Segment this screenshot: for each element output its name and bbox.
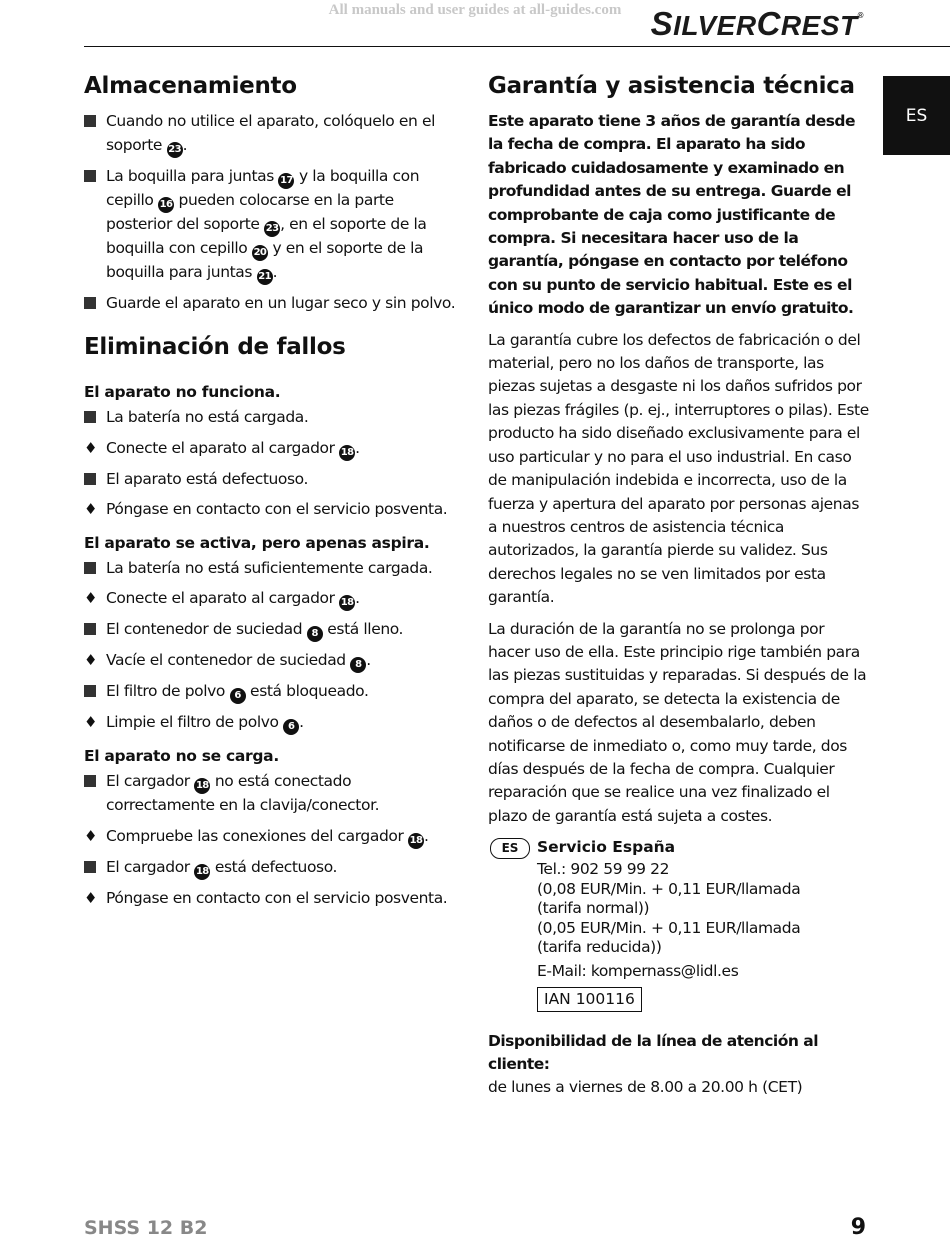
diamond-bullet-icon: ♦ xyxy=(84,826,98,845)
warranty-coverage-paragraph: La garantía cubre los defectos de fabricación o del material, pero no los daños de transporte, las piezas sujetas a desgaste ni los daños sufridos por las piezas frágiles (p. ej., interruptores o pilas). Este producto ha sido diseñado exclusivamente para el uso particular y no para el uso industrial. En caso de manipulación indebida e incorrecta, uso de la fuerza y apertura del aparato por personas ajenas a nuestros centros de asistencia técnica autorizados, la garantía pierde su validez. Sus derechos legales no se ven limitados por esta garantía. xyxy=(488,330,869,607)
ref-number: 18 xyxy=(408,833,424,849)
diamond-bullet-icon: ♦ xyxy=(84,651,98,669)
ref-number: 18 xyxy=(194,778,210,794)
problem-heading: El aparato se activa, pero apenas aspira. xyxy=(84,533,430,552)
ref-number: 8 xyxy=(350,657,366,673)
cause-item: El filtro de polvo 6 está bloqueado. xyxy=(84,680,464,704)
ref-number: 18 xyxy=(339,445,355,461)
warranty-heading: Garantía y asistencia técnica xyxy=(488,73,855,99)
problem-heading: El aparato no se carga. xyxy=(84,747,279,765)
service-rate-line: (tarifa reducida)) xyxy=(537,938,662,957)
service-email: E-Mail: kompernass@lidl.es xyxy=(537,961,739,980)
troubleshooting-heading: Eliminación de fallos xyxy=(84,334,346,360)
cause-item: La batería no está suficientemente cargada. xyxy=(84,557,464,581)
list-item: La boquilla para juntas 17 y la boquilla con cepillo 16 pueden colocarse en la parte posterior del soporte 23 , en el soporte de la boquilla con cepillo 20 y en el soporte de la boquilla para juntas 21 . xyxy=(84,165,464,285)
warranty-intro: Este aparato tiene 3 años de garantía desde la fecha de compra. El aparato ha sido fabricado cuidadosamente y examinado en profundidad antes de su entrega. Guarde el comprobante de caja como justificante de compra. Si necesitara hacer uso de la garantía, póngase en contacto por teléfono con su punto de servicio habitual. Este es el único modo de garantizar un envío gratuito. xyxy=(488,112,856,318)
solution-item: ♦ Limpie el filtro de polvo 6 . xyxy=(84,711,464,735)
solution-item: ♦ Vacíe el contenedor de suciedad 8 . xyxy=(84,649,464,673)
square-bullet-icon xyxy=(84,115,96,127)
availability-text: de lunes a viernes de 8.00 a 20.00 h (CET) xyxy=(488,1078,803,1097)
watermark-text: All manuals and user guides at all-guides.com xyxy=(328,2,622,18)
country-badge: ES xyxy=(490,838,530,859)
square-bullet-icon xyxy=(84,685,96,697)
diamond-bullet-icon: ♦ xyxy=(84,888,98,907)
square-bullet-icon xyxy=(84,775,96,787)
ref-number: 20 xyxy=(252,245,268,261)
square-bullet-icon xyxy=(84,623,96,635)
ref-number: 18 xyxy=(194,864,210,880)
ref-number: 18 xyxy=(339,595,355,611)
ref-number: 23 xyxy=(167,142,183,158)
solution-item: ♦ Conecte el aparato al cargador 18 . xyxy=(84,437,464,461)
square-bullet-icon xyxy=(84,411,96,423)
ian-box: IAN 100116 xyxy=(537,987,642,1012)
square-bullet-icon xyxy=(84,170,96,182)
ref-number: 6 xyxy=(230,688,246,704)
square-bullet-icon xyxy=(84,861,96,873)
service-rate-line: (0,08 EUR/Min. + 0,11 EUR/llamada xyxy=(537,879,801,898)
service-contact-block xyxy=(488,836,870,1012)
service-rate-line: (tarifa normal)) xyxy=(537,899,650,918)
service-phone: Tel.: 902 59 99 22 xyxy=(537,860,670,879)
ref-number: 6 xyxy=(283,719,299,735)
left-column xyxy=(84,70,464,917)
square-bullet-icon xyxy=(84,562,96,574)
solution-item: ♦ Póngase en contacto con el servicio posventa. xyxy=(84,498,464,522)
diamond-bullet-icon: ♦ xyxy=(84,500,98,518)
diamond-bullet-icon: ♦ xyxy=(84,438,98,457)
list-item: Guarde el aparato en un lugar seco y sin polvo. xyxy=(84,292,464,316)
service-rate-line: (0,05 EUR/Min. + 0,11 EUR/llamada xyxy=(537,918,801,937)
page-number: 9 xyxy=(850,1215,866,1240)
warranty-duration-paragraph: La duración de la garantía no se prolonga por hacer uso de ella. Este principio rige también para las piezas sustituidas y reparadas. Si después de la compra del aparato, se detecta la existencia de daños o de defectos al desembalarlo, deben notificarse de inmediato o, como muy tarde, dos días después de la fecha de compra. Cualquier reparación que se realice una vez finalizado el plazo de garantía está sujeta a costes. xyxy=(488,619,867,825)
ref-number: 21 xyxy=(257,269,273,285)
cause-item: El cargador 18 está defectuoso. xyxy=(84,856,464,880)
ref-number: 8 xyxy=(307,626,323,642)
storage-heading: Almacenamiento xyxy=(84,73,297,99)
solution-item: ♦ Compruebe las conexiones del cargador 18 . xyxy=(84,825,464,849)
problem-heading: El aparato no funciona. xyxy=(84,383,281,401)
cause-item: El aparato está defectuoso. xyxy=(84,468,464,492)
square-bullet-icon xyxy=(84,297,96,309)
solution-item: ♦ Conecte el aparato al cargador 18 . xyxy=(84,587,464,611)
service-title: Servicio España xyxy=(537,838,676,857)
ref-number: 16 xyxy=(158,197,174,213)
ref-number: 23 xyxy=(264,221,280,237)
footer-model-number: SHSS 12 B2 xyxy=(84,1217,208,1239)
ref-number: 17 xyxy=(278,173,294,189)
availability-label: Disponibilidad de la línea de atención al cliente: xyxy=(488,1032,819,1074)
cause-item: El contenedor de suciedad 8 está lleno. xyxy=(84,618,464,642)
header-divider xyxy=(84,46,950,47)
square-bullet-icon xyxy=(84,473,96,485)
language-tab: ES xyxy=(883,76,950,155)
list-item: Cuando no utilice el aparato, colóquelo en el soporte 23 . xyxy=(84,110,464,158)
diamond-bullet-icon: ♦ xyxy=(84,713,98,731)
cause-item: El cargador 18 no está conectado correctamente en la clavija/conector. xyxy=(84,770,464,818)
solution-item: ♦ Póngase en contacto con el servicio posventa. xyxy=(84,887,464,911)
cause-item: La batería no está cargada. xyxy=(84,406,464,430)
right-column xyxy=(488,70,870,1099)
brand-logo: SILVERCREST® xyxy=(650,5,864,42)
diamond-bullet-icon: ♦ xyxy=(84,589,98,607)
